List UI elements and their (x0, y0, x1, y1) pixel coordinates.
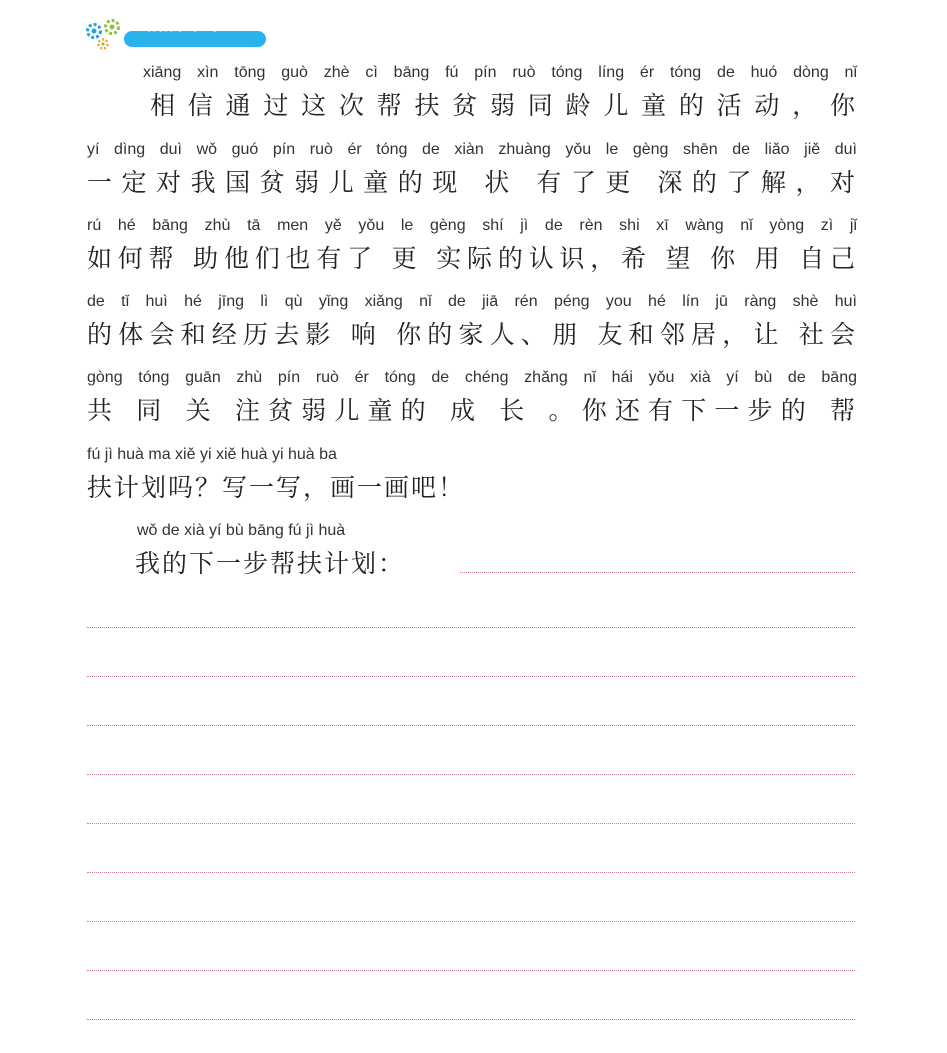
text-line-5: 共 同 关 注贫弱儿童的 成 长 。你还有下一步的 帮 (87, 396, 857, 425)
section-header (84, 14, 274, 54)
gears-icon (84, 18, 124, 54)
text-line-6: 扶计划吗？写一写，画一画吧！ (87, 473, 466, 502)
writing-line-5[interactable] (87, 774, 855, 775)
text-line-2: 一定对我国贫弱儿童的现 状 有了更 深的了解，对 (87, 168, 857, 197)
plan-pinyin: wǒ de xià yí bù bāng fú jì huà (137, 522, 346, 539)
writing-line-7[interactable] (87, 872, 855, 873)
writing-line-4[interactable] (87, 725, 855, 726)
writing-line-9[interactable] (87, 970, 855, 971)
text-line-3: 如何帮 助他们也有了 更 实际的认识，希 望 你 用 自己 (87, 244, 857, 273)
writing-line-3[interactable] (87, 676, 855, 677)
text-line-4: 的体会和经历去影 响 你的家人、朋 友和邻居，让 社会 (87, 320, 857, 349)
writing-line-1[interactable] (460, 572, 855, 573)
writing-line-2[interactable] (87, 627, 855, 628)
writing-line-10[interactable] (87, 1019, 855, 1020)
section-banner-label: 拓展练习 (146, 15, 222, 35)
writing-line-6[interactable] (87, 823, 855, 824)
pinyin-line-1: xiāng xìn tōng guò zhè cì bāng fú pín ruò tóng líng ér tóng de huó dòng nǐ (143, 64, 857, 81)
pinyin-line-5: gòng tóng guān zhù pín ruò ér tóng de chéng zhǎng nǐ hái yǒu xià yí bù de bāng (87, 369, 857, 386)
plan-label: 我的下一步帮扶计划： (135, 549, 406, 578)
pinyin-line-4: de tǐ huì hé jīng lì qù yǐng xiǎng nǐ de jiā rén péng you hé lín jū ràng shè huì (87, 293, 857, 310)
pinyin-line-3: rú hé bāng zhù tā men yě yǒu le gèng shí jì de rèn shi xī wàng nǐ yòng zì jǐ (87, 217, 857, 234)
pinyin-line-6: fú jì huà ma xiě yi xiě huà yi huà ba (87, 446, 337, 463)
text-line-1: 相信通过这次帮扶贫弱同龄儿童的活动，你 (150, 91, 857, 120)
writing-line-8[interactable] (87, 921, 855, 922)
pinyin-line-2: yí dìng duì wǒ guó pín ruò ér tóng de xiàn zhuàng yǒu le gèng shēn de liǎo jiě duì (87, 141, 857, 158)
